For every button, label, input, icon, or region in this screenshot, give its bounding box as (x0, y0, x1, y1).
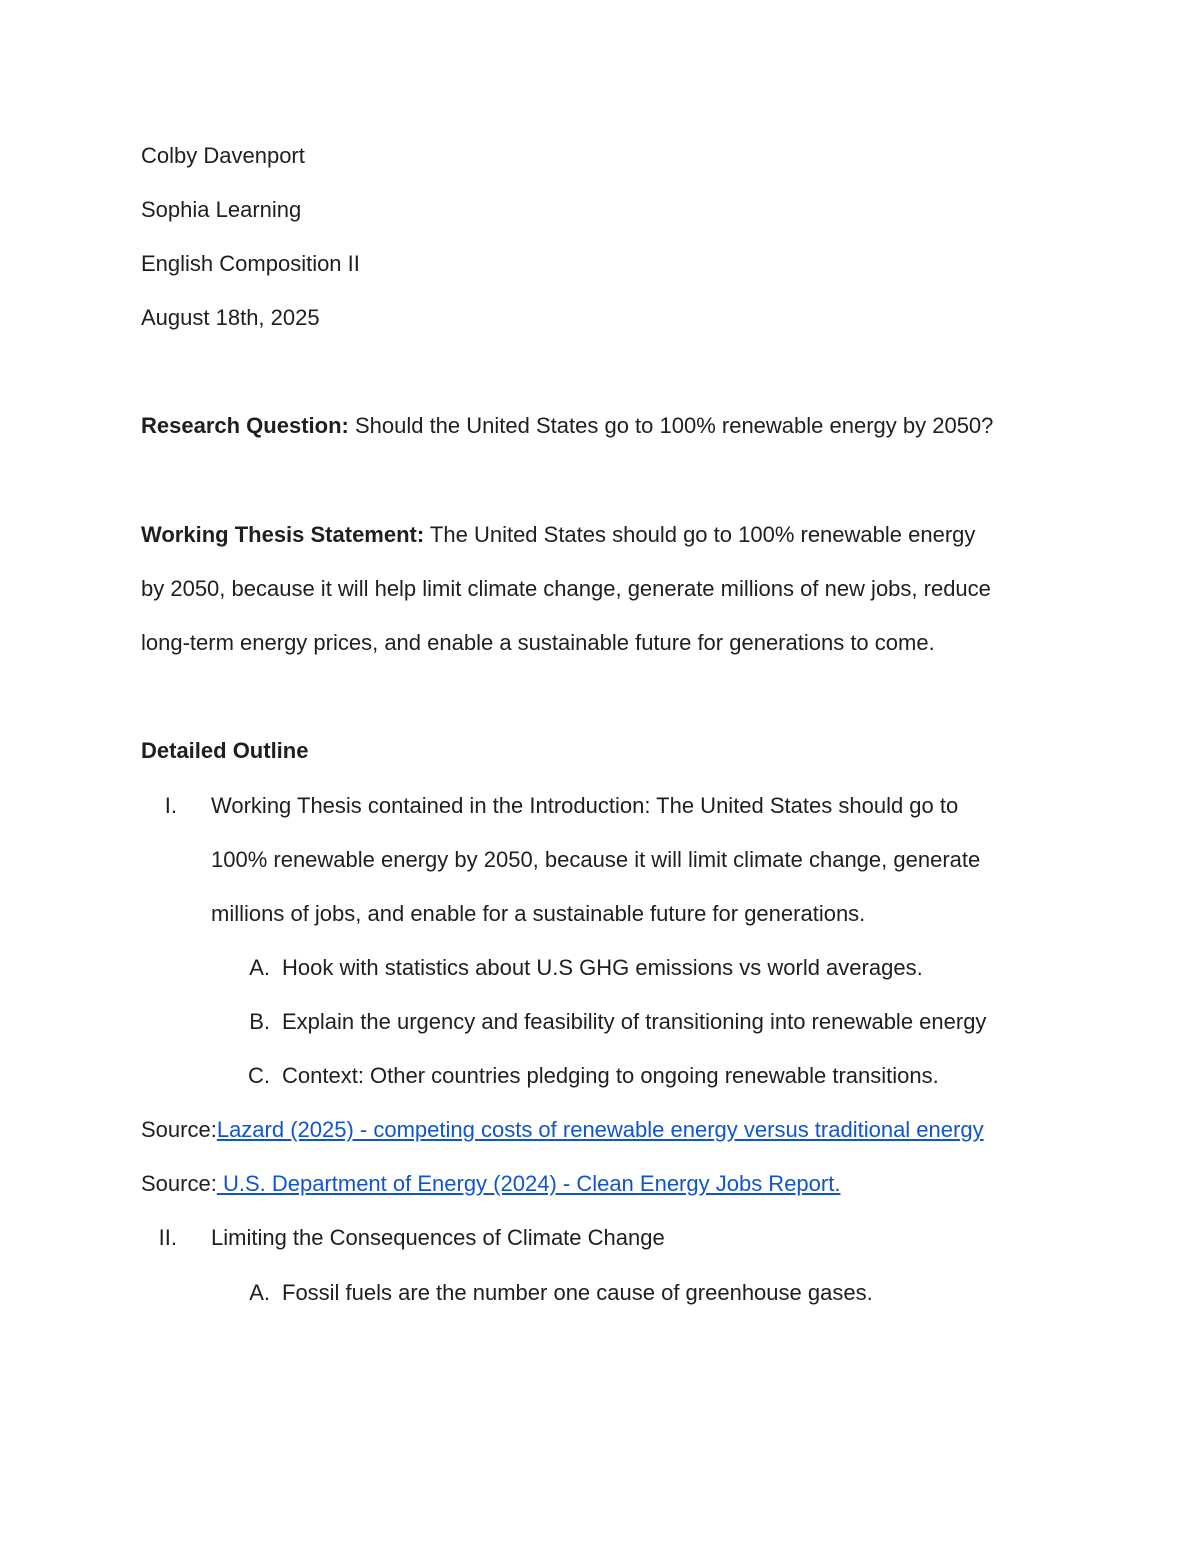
course-name: English Composition II (141, 251, 360, 276)
outline-item-1b: Explain the urgency and feasibility of transitioning into renewable energy (282, 1009, 987, 1034)
outline-marker-1b: B. (249, 1009, 270, 1034)
research-question (141, 411, 993, 441)
source-2 (141, 1169, 840, 1199)
outline-item-2a: Fossil fuels are the number one cause of greenhouse gases. (282, 1280, 873, 1305)
section-1-line-2: 100% renewable energy by 2050, because it will limit climate change, generate (211, 847, 981, 872)
outline-marker-2a: A. (249, 1280, 270, 1305)
outline-item-1c: Context: Other countries pledging to ongoing renewable transitions. (282, 1063, 939, 1088)
outline-marker-i: I. (164, 793, 177, 818)
outline-marker-1a: A. (249, 955, 270, 980)
thesis-line-3: long-term energy prices, and enable a sustainable future for generations to come. (141, 630, 935, 655)
source-1-link[interactable]: Lazard (2025) - competing costs of renewable energy versus traditional energy (216, 1117, 984, 1142)
author-name: Colby Davenport (141, 143, 305, 168)
section-1-line-3: millions of jobs, and enable for a sustainable future for generations. (211, 901, 866, 926)
section-2-title: Limiting the Consequences of Climate Change (211, 1225, 665, 1250)
section-1-line-1: Working Thesis contained in the Introduction: The United States should go to (211, 793, 959, 818)
source-1 (141, 1115, 984, 1145)
thesis-label: Working Thesis Statement: (141, 522, 425, 547)
outline-marker-1c: C. (248, 1063, 270, 1088)
source-2-link[interactable]: U.S. Department of Energy (2024) - Clean Energy Jobs Report. (216, 1171, 841, 1196)
research-question-label: Research Question: (141, 413, 349, 438)
outline-marker-ii: II. (158, 1225, 177, 1250)
thesis-line-1 (141, 520, 975, 550)
source-2-label: Source: (141, 1171, 217, 1196)
outline-heading: Detailed Outline (141, 738, 309, 763)
thesis-line-2: by 2050, because it will help limit climate change, generate millions of new jobs, reduce (141, 576, 991, 601)
research-question-text: Should the United States go to 100% renewable energy by 2050? (348, 413, 994, 438)
institution-name: Sophia Learning (141, 197, 302, 222)
thesis-text-1: The United States should go to 100% renewable energy (424, 522, 976, 547)
outline-item-1a: Hook with statistics about U.S GHG emissions vs world averages. (282, 955, 923, 980)
document-date: August 18th, 2025 (141, 305, 320, 330)
source-1-label: Source: (141, 1117, 217, 1142)
